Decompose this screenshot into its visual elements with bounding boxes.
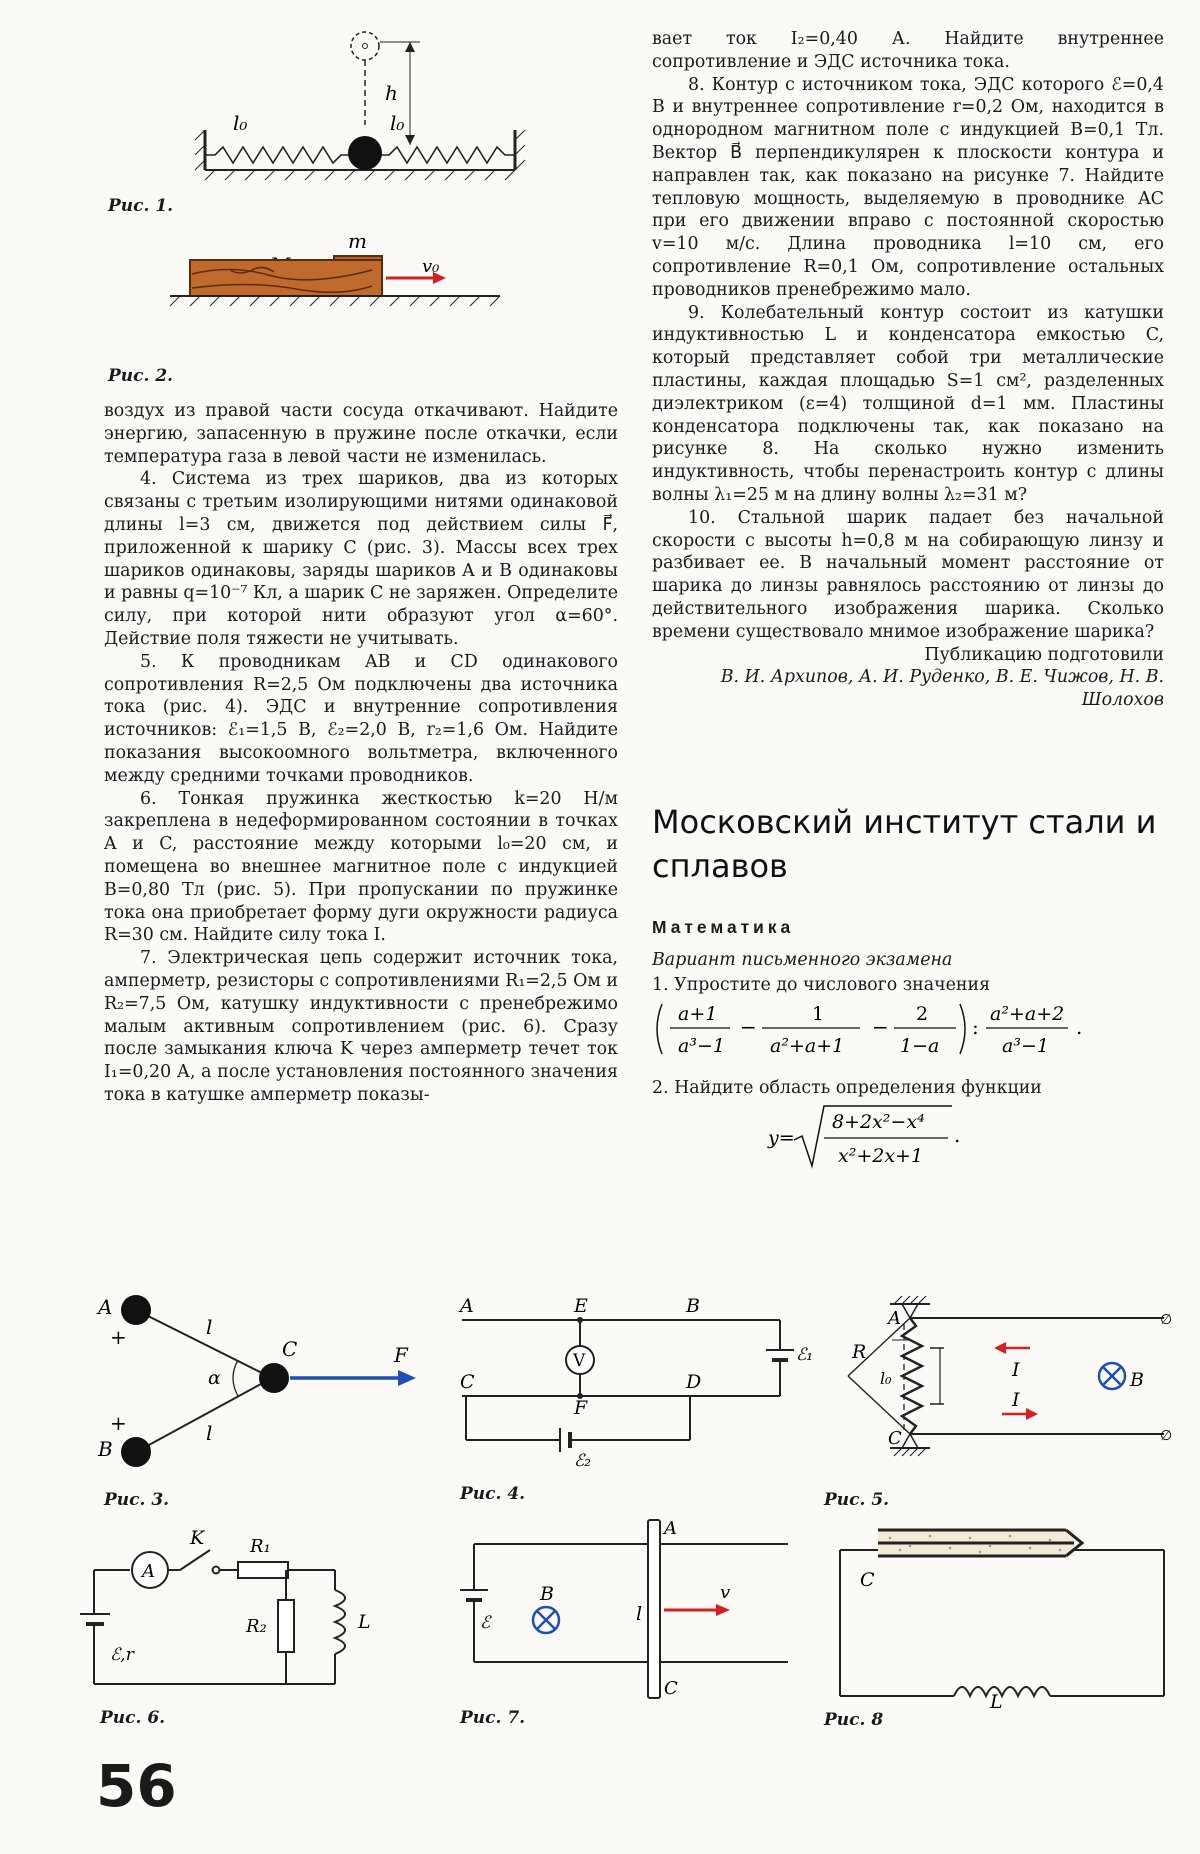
fig5-I-bottom: I [1012, 1389, 1020, 1411]
formula-1 [652, 996, 1164, 1062]
svg-text:∅: ∅ [1160, 1428, 1173, 1444]
fig5-C: C [888, 1428, 902, 1449]
caption-fig-8: Рис. 8 [824, 1710, 884, 1730]
caption-fig-7: Рис. 7. [460, 1708, 526, 1728]
figure-7 [448, 1510, 798, 1710]
ball-b [121, 1437, 151, 1467]
figure-3 [96, 1280, 456, 1480]
fig6-L: L [358, 1611, 371, 1633]
fig7-C: C [664, 1678, 678, 1699]
fig3-plus-b: + [110, 1411, 127, 1435]
paragraph-continuation: воздух из правой части сосуда откачивают. Найдите энергию, запасенную в пружине после откачки, если температура газа в левой части не изменилась. [104, 401, 618, 467]
fig4-D: D [686, 1371, 702, 1393]
fig4-V: V [573, 1351, 586, 1371]
problem-9: 9. Колебательный контур состоит из катушки индуктивностью L и конденсатора емкостью C, который представляет собой три металлические пластины, каждая площадью S=1 см², разделенных диэлектриком (ε=4) толщиной d=1 мм. Пластины конденсатора подключены так, как показано на рисунке 8. На сколько нужно изменить индуктивность, чтобы перенастроить контур с длины волны λ₁=25 м на длину волны λ₂=31 м? [652, 302, 1164, 505]
conductor-ac [648, 1520, 660, 1698]
caption-fig-3: Рис. 3. [104, 1490, 170, 1510]
fig6-R2: R₂ [246, 1616, 267, 1637]
f1-num: a+1 [678, 1003, 718, 1026]
caption-fig-6: Рис. 6. [100, 1708, 166, 1728]
fig3-C: C [282, 1337, 298, 1361]
ball [348, 136, 382, 170]
figure-2 [200, 230, 540, 330]
credits-names: В. И. Архипов, А. И. Руденко, В. Е. Чижов, Н. В. Шолохов [720, 667, 1164, 711]
fig1-h-label: h [385, 81, 398, 105]
f3-den: 1−a [900, 1035, 940, 1058]
switch-k [213, 1567, 220, 1574]
caption-fig-4: Рис. 4. [460, 1484, 526, 1504]
fig3-l-bottom: l [206, 1421, 213, 1445]
caption-fig-2: Рис. 2. [108, 366, 174, 386]
svg-text:−: − [740, 1015, 757, 1040]
fig5-I-top: I [1012, 1359, 1020, 1381]
fig3-F: F [394, 1343, 408, 1367]
fig5-l0: l₀ [880, 1369, 892, 1388]
fig5-R: R [852, 1341, 867, 1363]
credits-line: Публикацию подготовили [924, 644, 1164, 665]
task-2: 2. Найдите область определения функции [652, 1078, 1042, 1099]
fig6-A: A [142, 1561, 155, 1582]
svg-text::: : [972, 1015, 979, 1040]
problem-8: 8. Контур с источником тока, ЭДС которого ℰ=0,4 В и внутреннее сопротивление r=0,2 Ом, находится в однородном магнитном поле с индукцией B=0,1 Тл. Вектор B⃗ перпендикулярен к плоскости контура и направлен так, как показано на рисунке 7. Найдите тепловую мощность, выделяемую в проводнике AC при его движении вправо с постоянной скоростью v=10 м/с. Длина проводника l=10 см, его сопротивление R=0,1 Ом, сопротивление остальных проводников пренебрежимо мало. [652, 74, 1164, 300]
fig5-B: B [1130, 1369, 1144, 1391]
fig7-v: v [720, 1582, 731, 1603]
fig6-K: K [190, 1527, 205, 1549]
f2-lhs: y= [768, 1126, 795, 1149]
svg-text:.: . [1076, 1015, 1083, 1040]
f2-den: a²+a+1 [770, 1035, 845, 1058]
fig3-plus-a: + [110, 1325, 127, 1349]
left-column [104, 400, 618, 1107]
f1-den: a³−1 [678, 1035, 725, 1058]
fig5-A: A [888, 1308, 901, 1329]
problem-4: 4. Система из трех шариков, два из которых связаны с третьим изолирующими нитями одинаковой длины l=3 см, движется под действием силы F⃗, приложенной к шарику C (рис. 3). Массы всех трех шариков одинаковы, заряды шариков A и B одинаковы и равны q=10⁻⁷ Кл, а шарик C не заряжен. Определите силу, при которой нити образуют угол α=60°. Действие поля тяжести не учитывать. [104, 469, 618, 649]
fig4-C: C [460, 1371, 475, 1393]
fig4-E: E [574, 1295, 588, 1317]
paragraph-continuation-right: вает ток I₂=0,40 А. Найдите внутреннее сопротивление и ЭДС источника тока. [652, 29, 1164, 72]
figure-5 [830, 1284, 1173, 1484]
problem-10: 10. Стальной шарик падает без начальной скорости с высоты h=0,8 м на собирающую линзу и разбивает ее. В начальный момент расстояние от шарика до линзы равнялось расстоянию от линзы до действительного изображения шарика. Сколько времени существовало мнимое изображение шарика? [652, 507, 1164, 642]
page-number: 56 [96, 1752, 177, 1820]
resistor-r2 [278, 1600, 294, 1652]
section-heading: Математика [652, 916, 795, 937]
problem-5: 5. К проводникам AB и CD одинакового сопротивления R=2,5 Ом подключены два источника тока (рис. 4). ЭДС и внутренние сопротивления источников: ℰ₁=1,5 В, ℰ₂=2,0 В, r₂=1,6 Ом. Найдите показания высокоомного вольтметра, включенного между средними точками проводников. [104, 651, 618, 786]
caption-fig-1: Рис. 1. [108, 196, 174, 216]
right-column [652, 28, 1164, 1179]
ball-c [259, 1363, 289, 1393]
fig2-v0-label: v₀ [422, 256, 440, 277]
fig1-l0-left: l₀ [233, 111, 248, 135]
resistor-r1 [238, 1562, 288, 1578]
caption-fig-5: Рис. 5. [824, 1490, 890, 1510]
figure-8 [830, 1510, 1170, 1713]
fig3-l-top: l [206, 1315, 213, 1339]
fig7-l: l [636, 1603, 643, 1625]
figure-1 [205, 20, 535, 210]
figure-4 [460, 1290, 814, 1480]
formula-2 [652, 1100, 1164, 1172]
f3-num: 2 [916, 1003, 929, 1026]
svg-text:−: − [872, 1015, 889, 1040]
fig4-e1: ℰ₁ [796, 1345, 814, 1365]
fig8-C: C [860, 1569, 875, 1591]
fig4-F: F [574, 1397, 588, 1419]
fig7-A: A [664, 1518, 677, 1539]
fig4-e2: ℰ₂ [574, 1451, 592, 1471]
fig3-A: A [98, 1295, 113, 1319]
fig7-e: ℰ [480, 1613, 491, 1633]
svg-text:∅: ∅ [1160, 1312, 1173, 1328]
f4-num: a²+a+2 [990, 1003, 1065, 1026]
task-1: 1. Упростите до числового значения [652, 974, 991, 995]
fig1-l0-right: l₀ [390, 111, 405, 135]
fig2-m-label: m [348, 229, 367, 253]
fig6-R1: R₁ [250, 1536, 271, 1557]
problem-6: 6. Тонкая пружинка жесткостью k=20 Н/м закреплена в недеформированном состоянии в точках A и C, расстояние между которыми l₀=20 см, и помещена во внешнее магнитное поле с индукцией B=0,80 Тл (рис. 5). При пропускании по пружинке тока она приобретает форму дуги окружности радиуса R=30 см. Найдите силу тока I. [104, 788, 618, 946]
figure-6 [80, 1520, 440, 1710]
fig4-B: B [686, 1295, 700, 1317]
ball-a [121, 1295, 151, 1325]
fig7-B: B [540, 1583, 554, 1605]
fig6-er: ℰ,r [110, 1645, 134, 1665]
fig3-alpha: α [208, 1367, 221, 1389]
svg-text:.: . [954, 1122, 961, 1147]
exam-variant: Вариант письменного экзамена [652, 949, 953, 970]
institute-title: Московский институт стали и сплавов [652, 802, 1157, 885]
f2-radical-den: x²+2x+1 [838, 1144, 924, 1167]
f4-den: a³−1 [1002, 1035, 1049, 1058]
f2-radical-num: 8+2x²−x⁴ [832, 1110, 925, 1133]
problem-7: 7. Электрическая цепь содержит источник тока, амперметр, резисторы с сопротивлениями R₁=2,5 Ом и R₂=7,5 Ом, катушку индуктивности с пренебрежимо малым активным сопротивлением (рис. 6). Сразу после замыкания ключа K через амперметр течет ток I₁=0,20 А, а после установления постоянного значения тока в катушке амперметр показы- [104, 948, 618, 1105]
fig8-L: L [990, 1691, 1003, 1713]
fig3-B: B [98, 1437, 113, 1461]
fig4-A: A [460, 1295, 474, 1317]
f2-num: 1 [812, 1003, 825, 1026]
